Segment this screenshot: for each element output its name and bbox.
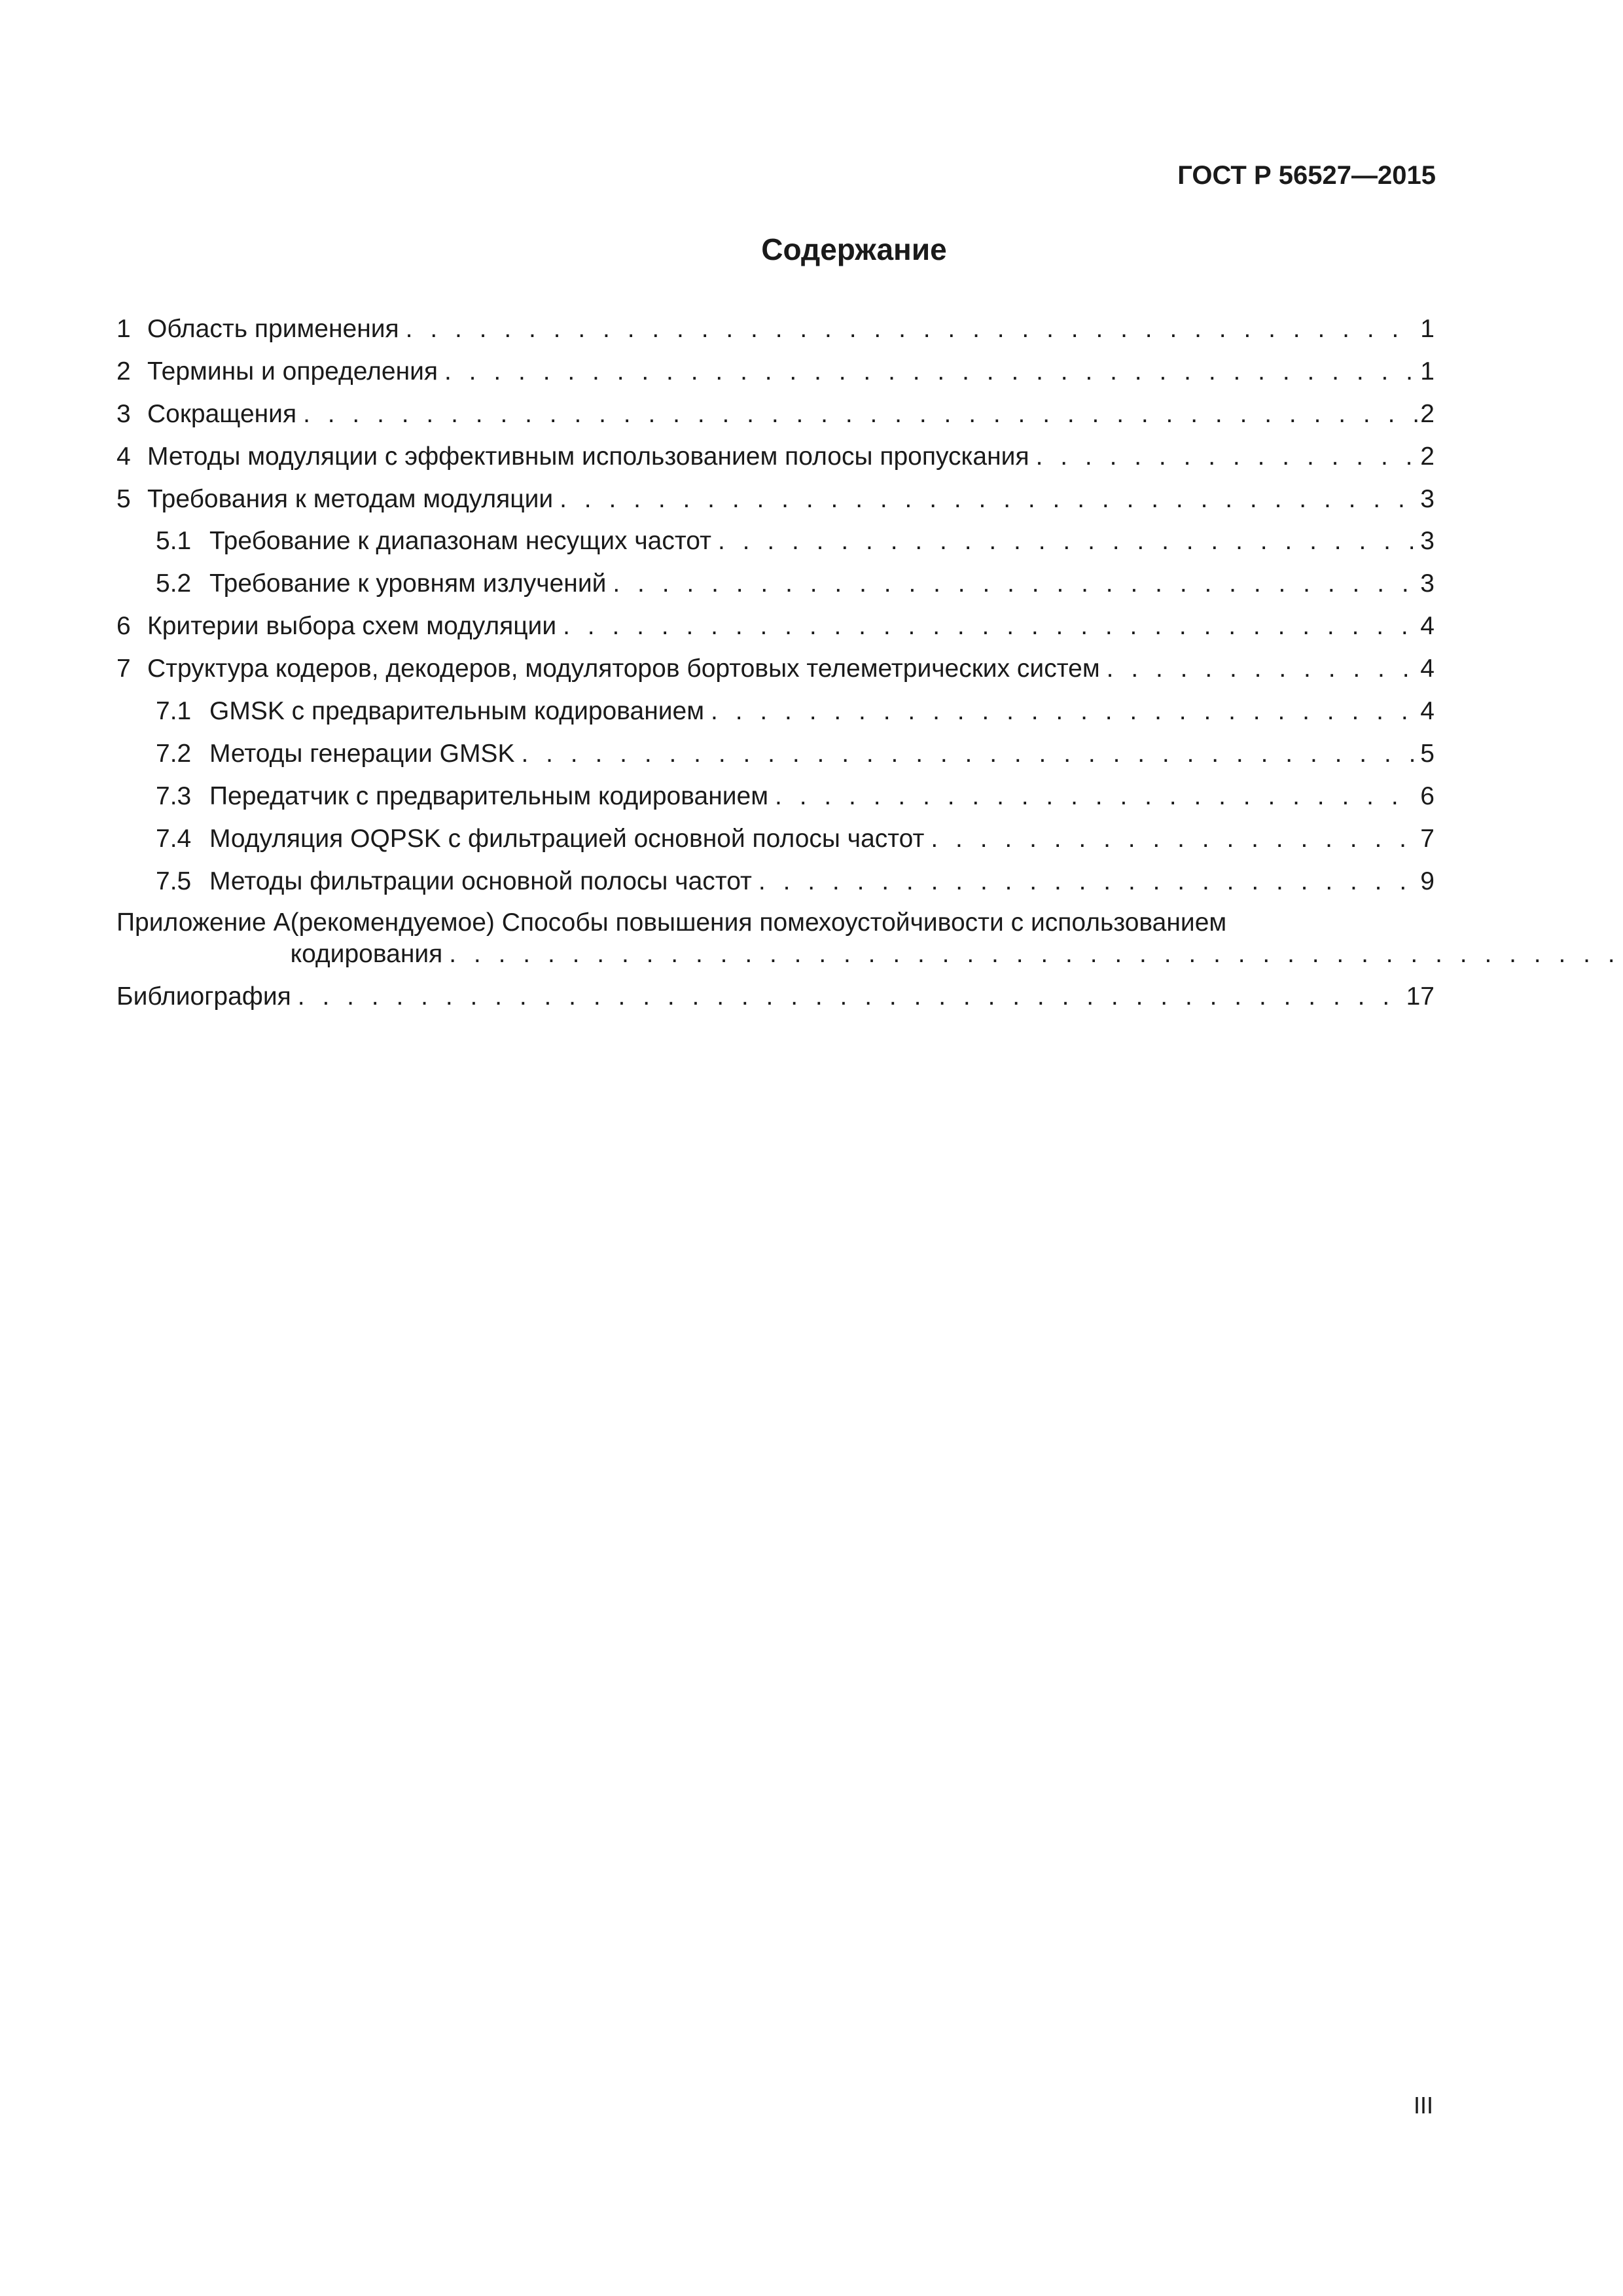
toc-dot-leader (291, 980, 1404, 1013)
toc-dot-leader (606, 567, 1418, 600)
toc-entry-title: Критерии выбора схем модуляции (147, 612, 557, 641)
toc-entry-page: 4 (1420, 697, 1435, 726)
toc-entry-7-1[interactable] (116, 695, 1435, 738)
toc-entry-1[interactable] (116, 313, 1435, 355)
toc-entry-page: 4 (1420, 612, 1435, 641)
appendix-title-line2-row (291, 939, 1623, 970)
toc-dot-leader (442, 939, 1623, 970)
standard-code: ГОСТ Р 56527—2015 (1177, 161, 1436, 190)
toc-entry-bibliography[interactable] (116, 980, 1435, 1023)
toc-entry-number: 5 (116, 484, 131, 513)
toc-dot-leader (296, 398, 1418, 431)
toc-entry-title: Требование к уровням излучений (209, 569, 607, 598)
toc-entry-page: 1 (1420, 357, 1435, 386)
toc-entry-7-2[interactable] (116, 738, 1435, 780)
toc-entry-number: 7 (116, 655, 131, 683)
toc-entry-5[interactable] (116, 483, 1435, 526)
appendix-title-line2: кодирования (290, 940, 443, 969)
toc-entry-page: 2 (1420, 442, 1435, 471)
toc-entry-title: Область применения (147, 315, 399, 343)
appendix-label: Приложение А (116, 908, 291, 937)
toc-entry-page: 2 (1420, 399, 1435, 428)
toc-entry-title: Сокращения (147, 399, 297, 428)
appendix-title-block (291, 907, 1623, 980)
toc-dot-leader (514, 738, 1418, 770)
toc-entry-number: 7.1 (156, 697, 192, 726)
toc-dot-leader (768, 780, 1418, 813)
appendix-title-line1: (рекомендуемое) Способы повышения помехоустойчивости с использованием (290, 908, 1227, 937)
toc-entry-title: GMSK с предварительным кодированием (209, 697, 705, 726)
toc-entry-page: 4 (1420, 655, 1435, 683)
toc-entry-title: Методы фильтрации основной полосы частот (209, 867, 752, 895)
toc-entry-page: 17 (1406, 982, 1435, 1011)
toc-dot-leader (1029, 440, 1418, 473)
toc-entry-appendix-a[interactable] (116, 907, 1435, 980)
toc-entry-number: 5.1 (156, 527, 192, 556)
toc-entry-title: Требование к диапазонам несущих частот (209, 527, 711, 556)
toc-entry-page: 3 (1420, 569, 1435, 598)
toc-entry-number: 6 (116, 612, 131, 641)
toc-entry-number: 1 (116, 315, 131, 343)
toc-dot-leader (399, 313, 1418, 346)
toc-entry-page: 3 (1420, 527, 1435, 556)
toc-entry-7[interactable] (116, 653, 1435, 695)
toc-entry-title: Термины и определения (147, 357, 438, 386)
toc-entry-5-2[interactable] (116, 567, 1435, 610)
toc-dot-leader (1100, 653, 1418, 685)
toc-entry-7-3[interactable] (116, 780, 1435, 823)
toc-entry-title: Требования к методам модуляции (147, 484, 554, 513)
toc-entry-5-1[interactable] (116, 525, 1435, 567)
toc-entry-3[interactable] (116, 398, 1435, 440)
toc-entry-page: 7 (1420, 824, 1435, 853)
toc-dot-leader (752, 865, 1418, 898)
toc-entry-page: 5 (1420, 739, 1435, 768)
toc-entry-4[interactable] (116, 440, 1435, 483)
toc-entry-number: 7.4 (156, 824, 192, 853)
toc-entry-title: Передатчик с предварительным кодированием (209, 781, 769, 810)
toc-entry-page: 3 (1420, 484, 1435, 513)
toc-dot-leader (556, 610, 1418, 643)
toc-entry-number: 7.5 (156, 867, 192, 895)
toc-entry-2[interactable] (116, 355, 1435, 398)
toc-entry-title: Модуляция OQPSK с фильтрацией основной полосы частот (209, 824, 925, 853)
toc-entry-page: 9 (1420, 867, 1435, 895)
toc-entry-number: 5.2 (156, 569, 192, 598)
toc-dot-leader (924, 823, 1418, 855)
page-number: III (1413, 2092, 1433, 2119)
toc-entry-number: 7.2 (156, 739, 192, 768)
toc-entry-number: 3 (116, 399, 131, 428)
toc-entry-number: 2 (116, 357, 131, 386)
toc-entry-title: Библиография (116, 982, 291, 1011)
toc-entry-number: 7.3 (156, 781, 192, 810)
toc-dot-leader (711, 525, 1418, 558)
toc-entry-7-5[interactable] (116, 865, 1435, 908)
toc-entry-title: Методы генерации GMSK (209, 739, 515, 768)
toc-entry-6[interactable] (116, 610, 1435, 653)
toc-entry-number: 4 (116, 442, 131, 471)
toc-entry-page: 6 (1420, 781, 1435, 810)
toc-title: Содержание (761, 232, 947, 266)
toc-entry-title: Структура кодеров, декодеров, модуляторов бортовых телеметрических систем (147, 655, 1100, 683)
toc-dot-leader (553, 483, 1418, 516)
toc-entry-title: Методы модуляции с эффективным использованием полосы пропускания (147, 442, 1029, 471)
toc-dot-leader (438, 355, 1418, 388)
toc-dot-leader (704, 695, 1418, 728)
toc-entry-7-4[interactable] (116, 823, 1435, 865)
table-of-contents (116, 313, 1435, 1023)
toc-entry-page: 1 (1420, 315, 1435, 343)
